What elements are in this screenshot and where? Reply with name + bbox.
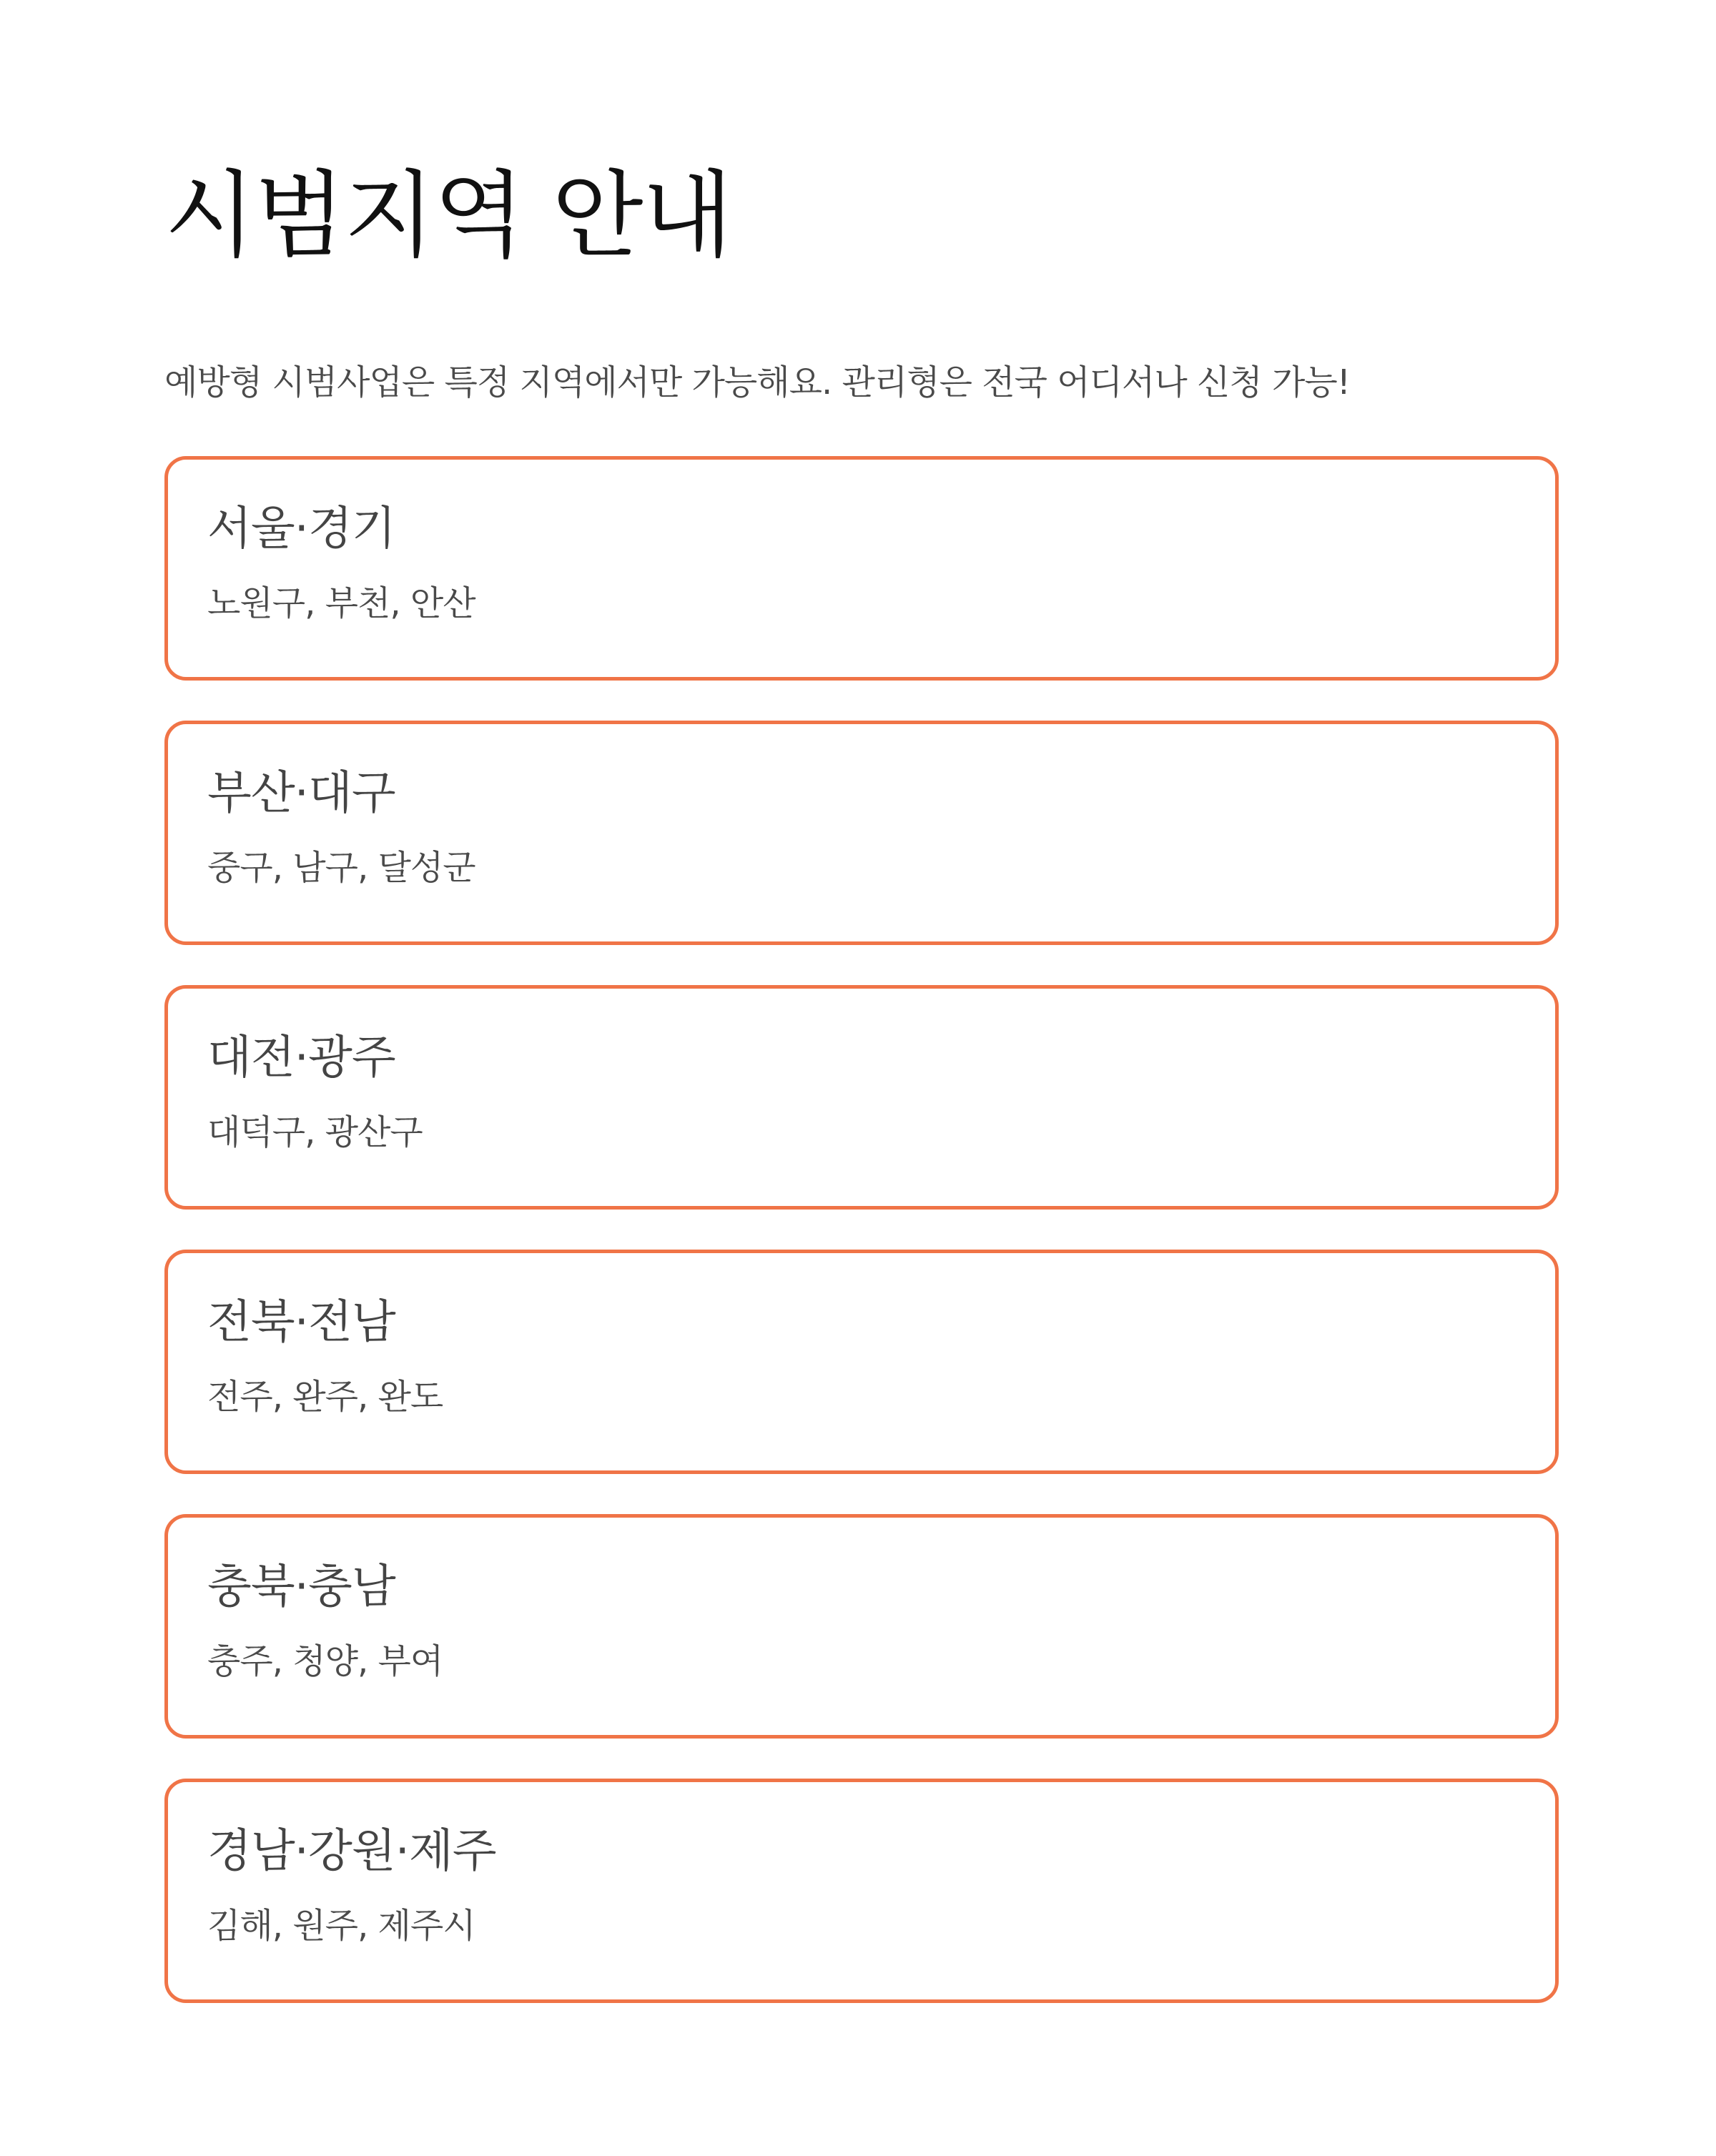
region-card-chungbuk-chungnam[interactable] bbox=[164, 1514, 1559, 1739]
region-areas: 노원구, 부천, 안산 bbox=[207, 583, 475, 623]
region-name: 충북·충남 bbox=[207, 1561, 395, 1613]
region-areas: 대덕구, 광산구 bbox=[207, 1112, 423, 1152]
region-name: 전북·전남 bbox=[207, 1296, 395, 1349]
region-card-daejeon-gwangju[interactable] bbox=[164, 985, 1559, 1210]
page-title: 시범지역 안내 bbox=[164, 161, 732, 271]
region-name: 경남·강원·제주 bbox=[207, 1825, 496, 1878]
region-card-gyeongnam-gangwon-jeju[interactable] bbox=[164, 1779, 1559, 2003]
region-areas: 전주, 완주, 완도 bbox=[207, 1377, 443, 1417]
region-areas: 김해, 원주, 제주시 bbox=[207, 1906, 475, 1946]
region-name: 서울·경기 bbox=[207, 503, 395, 555]
region-card-busan-daegu[interactable] bbox=[164, 721, 1559, 945]
region-areas: 충주, 청양, 부여 bbox=[207, 1641, 443, 1681]
region-list bbox=[164, 456, 1559, 2043]
page-subtitle: 예방형 시범사업은 특정 지역에서만 가능해요. 관리형은 전국 어디서나 신청 가능! bbox=[164, 362, 1350, 402]
region-name: 대전·광주 bbox=[207, 1032, 395, 1084]
region-areas: 중구, 남구, 달성군 bbox=[207, 848, 475, 888]
region-card-jeonbuk-jeonnam[interactable] bbox=[164, 1250, 1559, 1474]
region-name: 부산·대구 bbox=[207, 767, 395, 820]
region-card-seoul-gyeonggi[interactable] bbox=[164, 456, 1559, 681]
